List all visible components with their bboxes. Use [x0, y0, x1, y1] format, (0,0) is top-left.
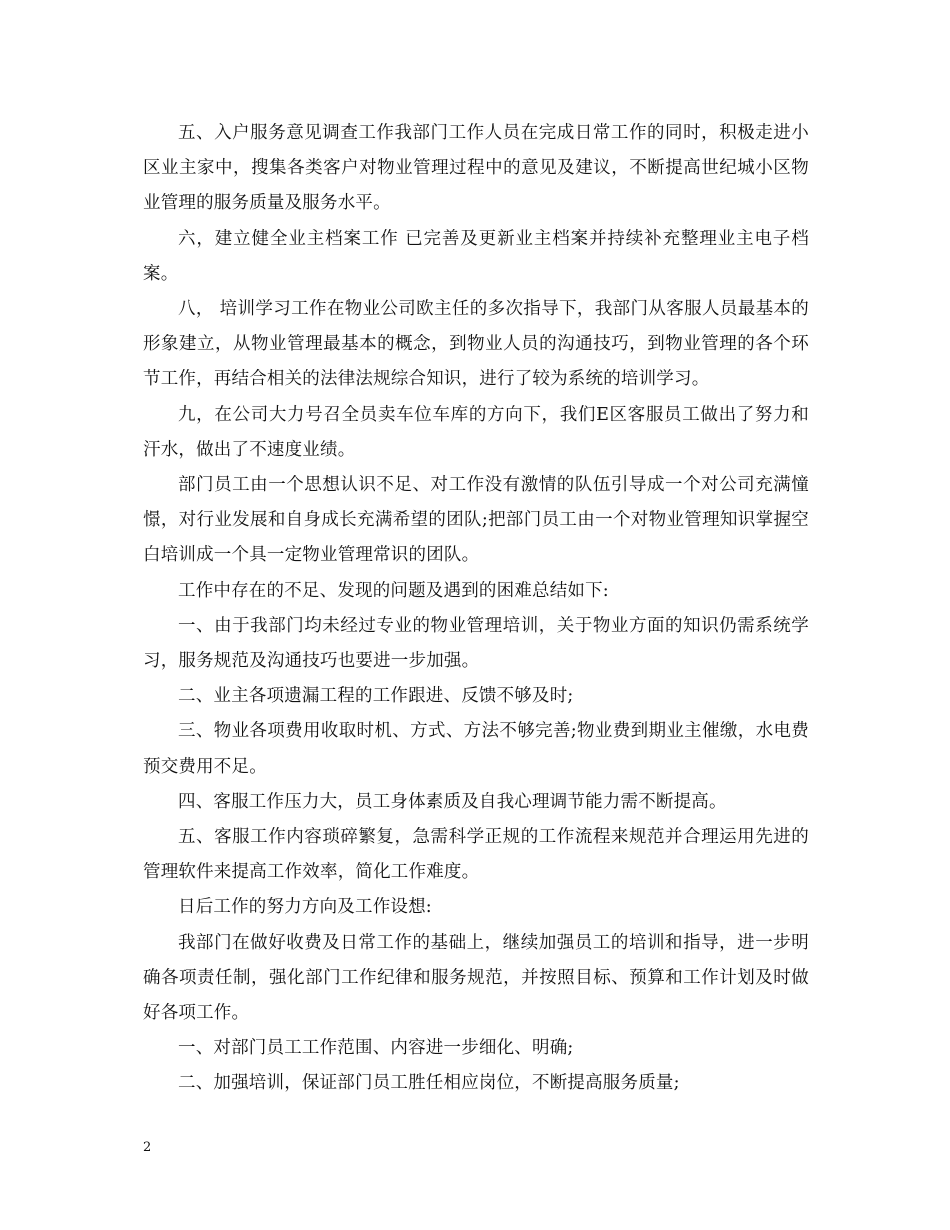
- page-number: 2: [143, 1140, 152, 1155]
- paragraph-future-1: 一、对部门员工工作范围、内容进一步细化、明确;: [178, 1038, 574, 1059]
- paragraph-shortcoming-3: 三、物业各项费用收取时机、方式、方法不够完善;物业费到期业主催缴，水电费预交费用不足。: [143, 721, 809, 777]
- paragraph-team-growth: 部门员工由一个思想认识不足、对工作没有激情的队伍引导成一个对公司充满憧憬，对行业发展和自身成长充满希望的团队;把部门员工由一个对物业管理知识掌握空白培训成一个具一定物业管理常识的团队。: [143, 475, 809, 566]
- paragraph-future-2: 二、加强培训，保证部门员工胜任相应岗位，不断提高服务质量;: [178, 1073, 680, 1094]
- paragraph-owner-archives: 六，建立健全业主档案工作 已完善及更新业主档案并持续补充整理业主电子档案。: [143, 228, 809, 284]
- document-body: [143, 116, 809, 1102]
- paragraph-future-overview: 我部门在做好收费及日常工作的基础上，继续加强员工的培训和指导，进一步明确各项责任制，强化部门工作纪律和服务规范，并按照目标、预算和工作计划及时做好各项工作。: [143, 932, 809, 1024]
- paragraph-future-heading: 日后工作的努力方向及工作设想:: [178, 897, 432, 918]
- paragraph-shortcoming-1: 一、由于我部门均未经过专业的物业管理培训，关于物业方面的知识仍需系统学习，服务规范及沟通技巧也要进一步加强。: [143, 615, 809, 672]
- paragraph-parking-sales: 九，在公司大力号召全员卖车位车库的方向下，我们E区客服员工做出了努力和汗水，做出了不速度业绩。: [143, 404, 809, 460]
- paragraph-survey-work: 五、入户服务意见调查工作我部门工作人员在完成日常工作的同时，积极走进小区业主家中，搜集各类客户对物业管理过程中的意见及建议，不断提高世纪城小区物业管理的服务质量及服务水平。: [143, 123, 809, 214]
- paragraph-shortcoming-4: 四、客服工作压力大，员工身体素质及自我心理调节能力需不断提高。: [178, 791, 727, 812]
- paragraph-shortcomings-heading: 工作中存在的不足、发现的问题及遇到的困难总结如下:: [178, 580, 609, 601]
- paragraph-shortcoming-2: 二、业主各项遗漏工程的工作跟进、反馈不够及时;: [178, 686, 574, 707]
- paragraph-training: 八， 培训学习工作在物业公司欧主任的多次指导下，我部门从客服人员最基本的形象建立，从物业管理最基本的概念，到物业人员的沟通技巧，到物业管理的各个环节工作，再结合相关的法律法规综合知识，进行了较为系统的培训学习。: [143, 299, 809, 390]
- paragraph-shortcoming-5: 五、客服工作内容琐碎繁复，急需科学正规的工作流程来规范并合理运用先进的管理软件来提高工作效率，简化工作难度。: [143, 827, 809, 883]
